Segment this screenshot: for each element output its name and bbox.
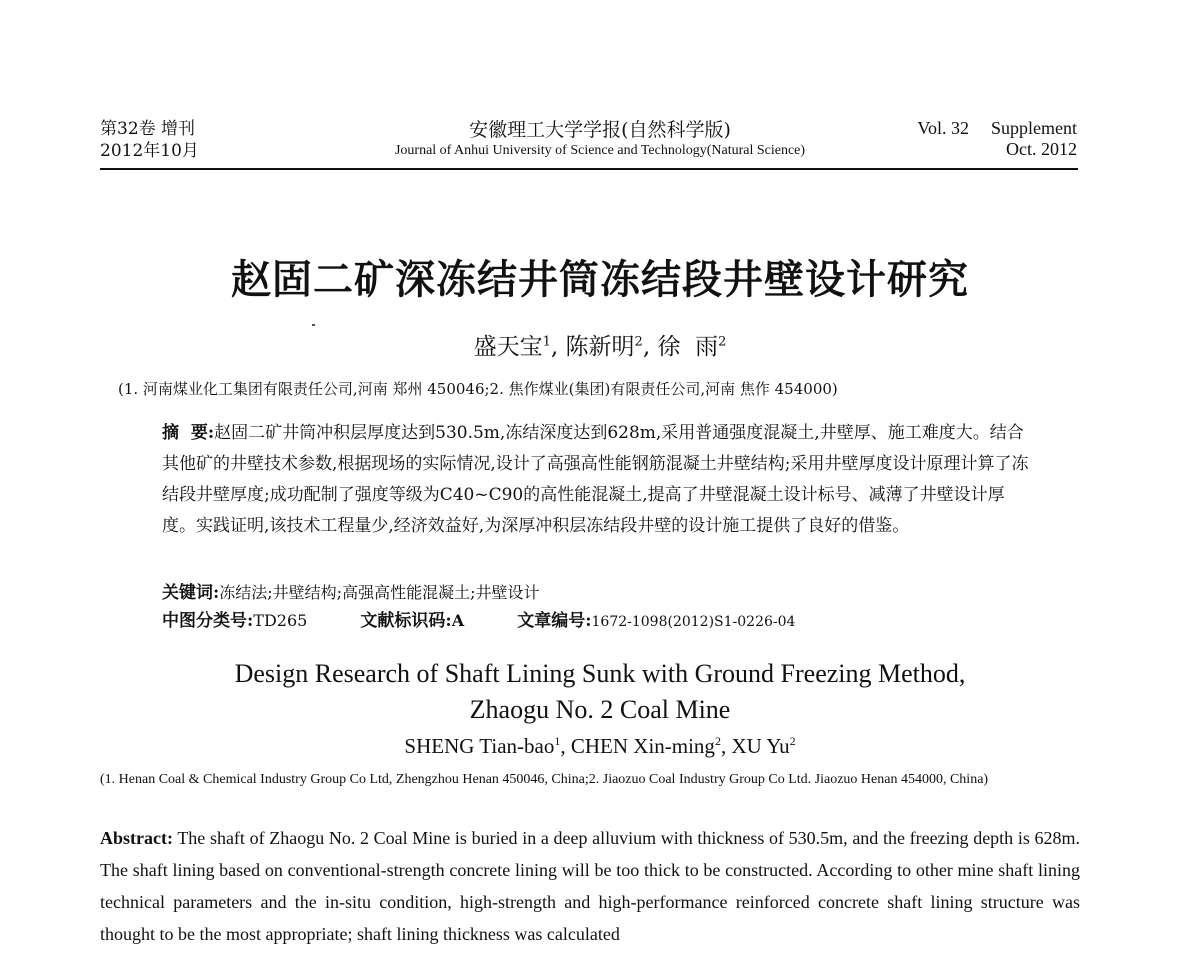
date-en: Oct. 2012 [1006,139,1077,159]
author-affil-mark: 1 [554,734,561,748]
abstract-en [100,822,1080,950]
clc-label: 中图分类号: [162,611,254,631]
clc-value: TD265 [253,611,308,630]
author-name: 盛天宝 [473,334,543,360]
supplement-en: Supplement [991,118,1077,138]
author-name-en: XU Yu [731,734,790,758]
journal-name-en: Journal of Anhui University of Science and Technology(Natural Science) [394,143,806,158]
author-name-en: SHENG Tian-bao [404,734,555,758]
affiliation-cn: (1. 河南煤业化工集团有限责任公司,河南 郑州 450046;2. 焦作煤业(集团)有限责任公司,河南 焦作 454000) [118,380,838,398]
article-no-label: 文章编号: [517,611,592,631]
authors-cn: 盛天宝$^1$, 陈新明$^2$, 徐 雨$^2$ [473,334,727,360]
keywords-cn [162,578,539,603]
header-volume-cn [100,118,199,162]
keywords-cn-text: 冻结法;井壁结构;高强高性能混凝土;井壁设计 [219,583,540,602]
paper-title-en [0,656,1200,728]
article-no-value: 1672-1098(2012)S1-0226-04 [591,614,796,630]
paper-title-cn: 赵固二矿深冻结井筒冻结段井壁设计研究 [231,256,969,303]
author-affil-mark: 1 [542,334,551,350]
author-affil-mark: 2 [714,734,721,748]
authors-en: SHENG Tian-bao$^1$, CHEN Xin-ming$^2$, XU Yu$^2$ [404,734,796,758]
author-affil-mark: 2 [634,334,643,350]
abstract-cn [162,418,1038,542]
author-name-en: CHEN Xin-ming [570,734,715,758]
abstract-en-label: Abstract: [100,828,173,848]
author-affil-mark: 2 [718,334,727,350]
author-name: 陈新明 [565,334,635,360]
journal-name-cn: 安徽理工大学学报(自然科学版) [469,119,731,141]
author-name: 徐 雨 [657,334,719,360]
scan-speck [312,324,315,326]
volume-cn: 第32卷 增刊 [100,119,196,139]
author-affil-mark: 2 [789,734,796,748]
doc-code-value: A [451,611,465,630]
keywords-cn-label: 关键词: [162,583,220,603]
title-en-line1: Design Research of Shaft Lining Sunk with Ground Freezing Method, [234,659,966,688]
header-volume-en [917,118,1077,160]
affiliation-en: (1. Henan Coal & Chemical Industry Group Co Ltd, Zhengzhou Henan 450046, China;2. Jiaozuo Coal Industry Group Co Ltd. Jiaozuo Henan 454000, China) [100,772,989,787]
header-journal [300,118,900,160]
title-en-line2: Zhaogu No. 2 Coal Mine [469,695,731,724]
volume-en: Vol. 32 [917,118,969,138]
classification-line [162,606,843,631]
doc-code-label: 文献标识码: [360,611,452,631]
abstract-cn-label: 摘 要: [162,423,215,443]
date-cn: 2012年10月 [100,141,199,161]
abstract-cn-text: 赵固二矿井筒冲积层厚度达到530.5m,冻结深度达到628m,采用普通强度混凝土,井壁厚、施工难度大。结合其他矿的井壁技术参数,根据现场的实际情况,设计了高强高性能钢筋混凝土井壁结构;采用井壁厚度设计原理计算了冻结段井壁厚度;成功配制了强度等级为C40~C90的高性能混凝土,提高了井壁混凝土设计标号、减薄了井壁设计厚度。实践证明,该技术工程量少,经济效益好,为深厚冲积层冻结段井壁的设计施工提供了良好的借鉴。 [162,423,1029,536]
header-rule [100,168,1078,170]
abstract-en-text: The shaft of Zhaogu No. 2 Coal Mine is buried in a deep alluvium with thickness of 530.5m, and the freezing depth is 628m. The shaft lining based on conventional-strength concrete lining will be too thick to be constructed. According to other mine shaft lining technical parameters and the in-situ condition, high-strength and high-performance reinforced concrete shaft lining structure was thought to be the most appropriate; shaft lining thickness was calculated [100,828,1080,944]
